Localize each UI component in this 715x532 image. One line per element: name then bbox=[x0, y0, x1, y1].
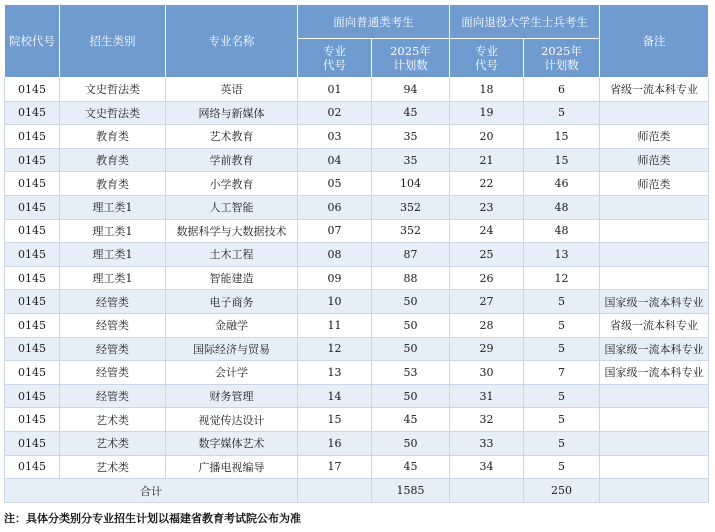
cell-remark: 国家级一流本科专业 bbox=[600, 361, 709, 385]
cell-category: 理工类1 bbox=[60, 243, 166, 267]
header-veteran-major-code bbox=[450, 39, 524, 78]
table-row bbox=[5, 313, 709, 337]
total-remark bbox=[600, 479, 709, 503]
cell-veteran-plan: 5 bbox=[524, 313, 600, 337]
total-veteran-code bbox=[450, 479, 524, 503]
cell-category: 文史哲法类 bbox=[60, 78, 166, 102]
cell-school-code: 0145 bbox=[5, 172, 60, 196]
cell-general-plan: 352 bbox=[372, 195, 450, 219]
cell-school-code: 0145 bbox=[5, 78, 60, 102]
cell-general-plan: 87 bbox=[372, 243, 450, 267]
cell-remark: 省级一流本科专业 bbox=[600, 313, 709, 337]
table-row bbox=[5, 408, 709, 432]
table-row bbox=[5, 195, 709, 219]
cell-category: 文史哲法类 bbox=[60, 101, 166, 125]
cell-general-major-code: 03 bbox=[298, 125, 372, 149]
table-row bbox=[5, 101, 709, 125]
cell-veteran-plan: 15 bbox=[524, 148, 600, 172]
cell-general-plan: 45 bbox=[372, 101, 450, 125]
cell-veteran-major-code: 30 bbox=[450, 361, 524, 385]
cell-veteran-major-code: 33 bbox=[450, 431, 524, 455]
cell-category: 经管类 bbox=[60, 290, 166, 314]
cell-category: 艺术类 bbox=[60, 455, 166, 479]
cell-general-plan: 88 bbox=[372, 266, 450, 290]
cell-school-code: 0145 bbox=[5, 313, 60, 337]
cell-major-name: 网络与新媒体 bbox=[166, 101, 298, 125]
cell-general-plan: 104 bbox=[372, 172, 450, 196]
cell-general-plan: 53 bbox=[372, 361, 450, 385]
cell-remark bbox=[600, 266, 709, 290]
cell-veteran-major-code: 26 bbox=[450, 266, 524, 290]
cell-school-code: 0145 bbox=[5, 384, 60, 408]
cell-general-major-code: 08 bbox=[298, 243, 372, 267]
cell-school-code: 0145 bbox=[5, 408, 60, 432]
table-row bbox=[5, 78, 709, 102]
cell-general-plan: 50 bbox=[372, 313, 450, 337]
total-veteran-plan: 250 bbox=[524, 479, 600, 503]
cell-general-plan: 50 bbox=[372, 337, 450, 361]
cell-school-code: 0145 bbox=[5, 361, 60, 385]
cell-veteran-major-code: 29 bbox=[450, 337, 524, 361]
header-general-major-code bbox=[298, 39, 372, 78]
table-row bbox=[5, 361, 709, 385]
cell-school-code: 0145 bbox=[5, 148, 60, 172]
cell-veteran-major-code: 23 bbox=[450, 195, 524, 219]
cell-general-major-code: 07 bbox=[298, 219, 372, 243]
cell-general-major-code: 14 bbox=[298, 384, 372, 408]
cell-school-code: 0145 bbox=[5, 455, 60, 479]
cell-remark bbox=[600, 243, 709, 267]
cell-veteran-plan: 48 bbox=[524, 195, 600, 219]
cell-general-major-code: 15 bbox=[298, 408, 372, 432]
cell-remark bbox=[600, 195, 709, 219]
cell-veteran-major-code: 32 bbox=[450, 408, 524, 432]
cell-veteran-plan: 5 bbox=[524, 408, 600, 432]
table-row bbox=[5, 148, 709, 172]
cell-category: 经管类 bbox=[60, 337, 166, 361]
total-label: 合计 bbox=[5, 479, 298, 503]
cell-remark bbox=[600, 384, 709, 408]
cell-school-code: 0145 bbox=[5, 195, 60, 219]
cell-general-plan: 50 bbox=[372, 290, 450, 314]
cell-major-name: 会计学 bbox=[166, 361, 298, 385]
cell-major-name: 数据科学与大数据技术 bbox=[166, 219, 298, 243]
header-veteran-plan-line2: 计划数 bbox=[544, 58, 579, 72]
header-veteran-plan-line1: 2025年 bbox=[541, 44, 582, 58]
cell-school-code: 0145 bbox=[5, 290, 60, 314]
cell-veteran-plan: 5 bbox=[524, 337, 600, 361]
cell-veteran-major-code: 31 bbox=[450, 384, 524, 408]
cell-veteran-major-code: 24 bbox=[450, 219, 524, 243]
cell-general-major-code: 01 bbox=[298, 78, 372, 102]
header-veteran-plan bbox=[524, 39, 600, 78]
table-footer bbox=[5, 479, 709, 503]
cell-veteran-plan: 48 bbox=[524, 219, 600, 243]
cell-veteran-major-code: 21 bbox=[450, 148, 524, 172]
table-row bbox=[5, 266, 709, 290]
cell-veteran-plan: 46 bbox=[524, 172, 600, 196]
cell-category: 理工类1 bbox=[60, 266, 166, 290]
cell-school-code: 0145 bbox=[5, 243, 60, 267]
cell-general-major-code: 06 bbox=[298, 195, 372, 219]
cell-school-code: 0145 bbox=[5, 337, 60, 361]
cell-veteran-plan: 7 bbox=[524, 361, 600, 385]
cell-veteran-major-code: 34 bbox=[450, 455, 524, 479]
cell-veteran-plan: 5 bbox=[524, 101, 600, 125]
cell-veteran-major-code: 19 bbox=[450, 101, 524, 125]
cell-veteran-major-code: 25 bbox=[450, 243, 524, 267]
cell-category: 艺术类 bbox=[60, 408, 166, 432]
header-general-plan-line1: 2025年 bbox=[390, 44, 431, 58]
cell-veteran-plan: 5 bbox=[524, 290, 600, 314]
cell-major-name: 小学教育 bbox=[166, 172, 298, 196]
cell-general-major-code: 17 bbox=[298, 455, 372, 479]
cell-general-plan: 35 bbox=[372, 125, 450, 149]
cell-general-plan: 45 bbox=[372, 455, 450, 479]
cell-category: 经管类 bbox=[60, 313, 166, 337]
enrollment-plan-table bbox=[4, 4, 709, 503]
cell-general-major-code: 09 bbox=[298, 266, 372, 290]
header-remarks: 备注 bbox=[600, 5, 709, 78]
cell-school-code: 0145 bbox=[5, 431, 60, 455]
cell-remark: 国家级一流本科专业 bbox=[600, 290, 709, 314]
cell-veteran-plan: 13 bbox=[524, 243, 600, 267]
cell-category: 经管类 bbox=[60, 384, 166, 408]
cell-category: 理工类1 bbox=[60, 195, 166, 219]
cell-major-name: 数字媒体艺术 bbox=[166, 431, 298, 455]
cell-major-name: 财务管理 bbox=[166, 384, 298, 408]
cell-remark: 师范类 bbox=[600, 148, 709, 172]
header-major-name: 专业名称 bbox=[166, 5, 298, 78]
cell-school-code: 0145 bbox=[5, 125, 60, 149]
table-body bbox=[5, 78, 709, 479]
cell-remark: 师范类 bbox=[600, 125, 709, 149]
cell-major-name: 学前教育 bbox=[166, 148, 298, 172]
table-row bbox=[5, 243, 709, 267]
cell-veteran-major-code: 18 bbox=[450, 78, 524, 102]
cell-category: 教育类 bbox=[60, 172, 166, 196]
table-row bbox=[5, 125, 709, 149]
cell-veteran-plan: 6 bbox=[524, 78, 600, 102]
cell-remark: 师范类 bbox=[600, 172, 709, 196]
cell-school-code: 0145 bbox=[5, 219, 60, 243]
header-general-major-code-line1: 专业 bbox=[323, 44, 346, 58]
cell-remark: 国家级一流本科专业 bbox=[600, 337, 709, 361]
table-row bbox=[5, 172, 709, 196]
header-general-plan-line2: 计划数 bbox=[393, 58, 428, 72]
cell-general-major-code: 10 bbox=[298, 290, 372, 314]
cell-veteran-plan: 5 bbox=[524, 455, 600, 479]
cell-general-major-code: 16 bbox=[298, 431, 372, 455]
cell-major-name: 视觉传达设计 bbox=[166, 408, 298, 432]
cell-major-name: 电子商务 bbox=[166, 290, 298, 314]
cell-general-major-code: 02 bbox=[298, 101, 372, 125]
table-row bbox=[5, 219, 709, 243]
cell-veteran-major-code: 20 bbox=[450, 125, 524, 149]
header-school-code: 院校代号 bbox=[5, 5, 60, 78]
table-row bbox=[5, 337, 709, 361]
cell-general-plan: 35 bbox=[372, 148, 450, 172]
total-general-code bbox=[298, 479, 372, 503]
footnote: 注：具体分类别分专业招生计划以福建省教育考试院公布为准 bbox=[4, 512, 301, 525]
table-row bbox=[5, 431, 709, 455]
cell-veteran-major-code: 27 bbox=[450, 290, 524, 314]
cell-general-plan: 50 bbox=[372, 431, 450, 455]
cell-major-name: 广播电视编导 bbox=[166, 455, 298, 479]
cell-general-plan: 50 bbox=[372, 384, 450, 408]
cell-remark bbox=[600, 219, 709, 243]
total-row bbox=[5, 479, 709, 503]
table-row bbox=[5, 455, 709, 479]
cell-school-code: 0145 bbox=[5, 266, 60, 290]
cell-major-name: 英语 bbox=[166, 78, 298, 102]
cell-major-name: 智能建造 bbox=[166, 266, 298, 290]
header-veteran-major-code-line2: 代号 bbox=[475, 58, 498, 72]
cell-veteran-plan: 5 bbox=[524, 431, 600, 455]
cell-general-major-code: 11 bbox=[298, 313, 372, 337]
table-row bbox=[5, 384, 709, 408]
cell-category: 理工类1 bbox=[60, 219, 166, 243]
header-veteran-major-code-line1: 专业 bbox=[475, 44, 498, 58]
cell-category: 艺术类 bbox=[60, 431, 166, 455]
cell-general-plan: 45 bbox=[372, 408, 450, 432]
cell-category: 教育类 bbox=[60, 148, 166, 172]
header-general-major-code-line2: 代号 bbox=[323, 58, 346, 72]
table-row bbox=[5, 290, 709, 314]
cell-general-major-code: 12 bbox=[298, 337, 372, 361]
total-general-plan: 1585 bbox=[372, 479, 450, 503]
cell-veteran-major-code: 22 bbox=[450, 172, 524, 196]
cell-remark bbox=[600, 431, 709, 455]
cell-general-plan: 94 bbox=[372, 78, 450, 102]
cell-remark bbox=[600, 408, 709, 432]
cell-major-name: 金融学 bbox=[166, 313, 298, 337]
cell-general-plan: 352 bbox=[372, 219, 450, 243]
cell-major-name: 艺术教育 bbox=[166, 125, 298, 149]
cell-school-code: 0145 bbox=[5, 101, 60, 125]
cell-remark: 省级一流本科专业 bbox=[600, 78, 709, 102]
cell-veteran-plan: 12 bbox=[524, 266, 600, 290]
cell-remark bbox=[600, 101, 709, 125]
cell-veteran-plan: 5 bbox=[524, 384, 600, 408]
header-category: 招生类别 bbox=[60, 5, 166, 78]
cell-general-major-code: 13 bbox=[298, 361, 372, 385]
cell-veteran-plan: 15 bbox=[524, 125, 600, 149]
cell-major-name: 国际经济与贸易 bbox=[166, 337, 298, 361]
cell-category: 经管类 bbox=[60, 361, 166, 385]
cell-veteran-major-code: 28 bbox=[450, 313, 524, 337]
header-veteran-group: 面向退役大学生士兵考生 bbox=[450, 5, 600, 39]
table-header bbox=[5, 5, 709, 78]
header-general-plan bbox=[372, 39, 450, 78]
cell-major-name: 土木工程 bbox=[166, 243, 298, 267]
cell-general-major-code: 04 bbox=[298, 148, 372, 172]
cell-major-name: 人工智能 bbox=[166, 195, 298, 219]
cell-remark bbox=[600, 455, 709, 479]
header-general-group: 面向普通类考生 bbox=[298, 5, 450, 39]
cell-category: 教育类 bbox=[60, 125, 166, 149]
cell-general-major-code: 05 bbox=[298, 172, 372, 196]
